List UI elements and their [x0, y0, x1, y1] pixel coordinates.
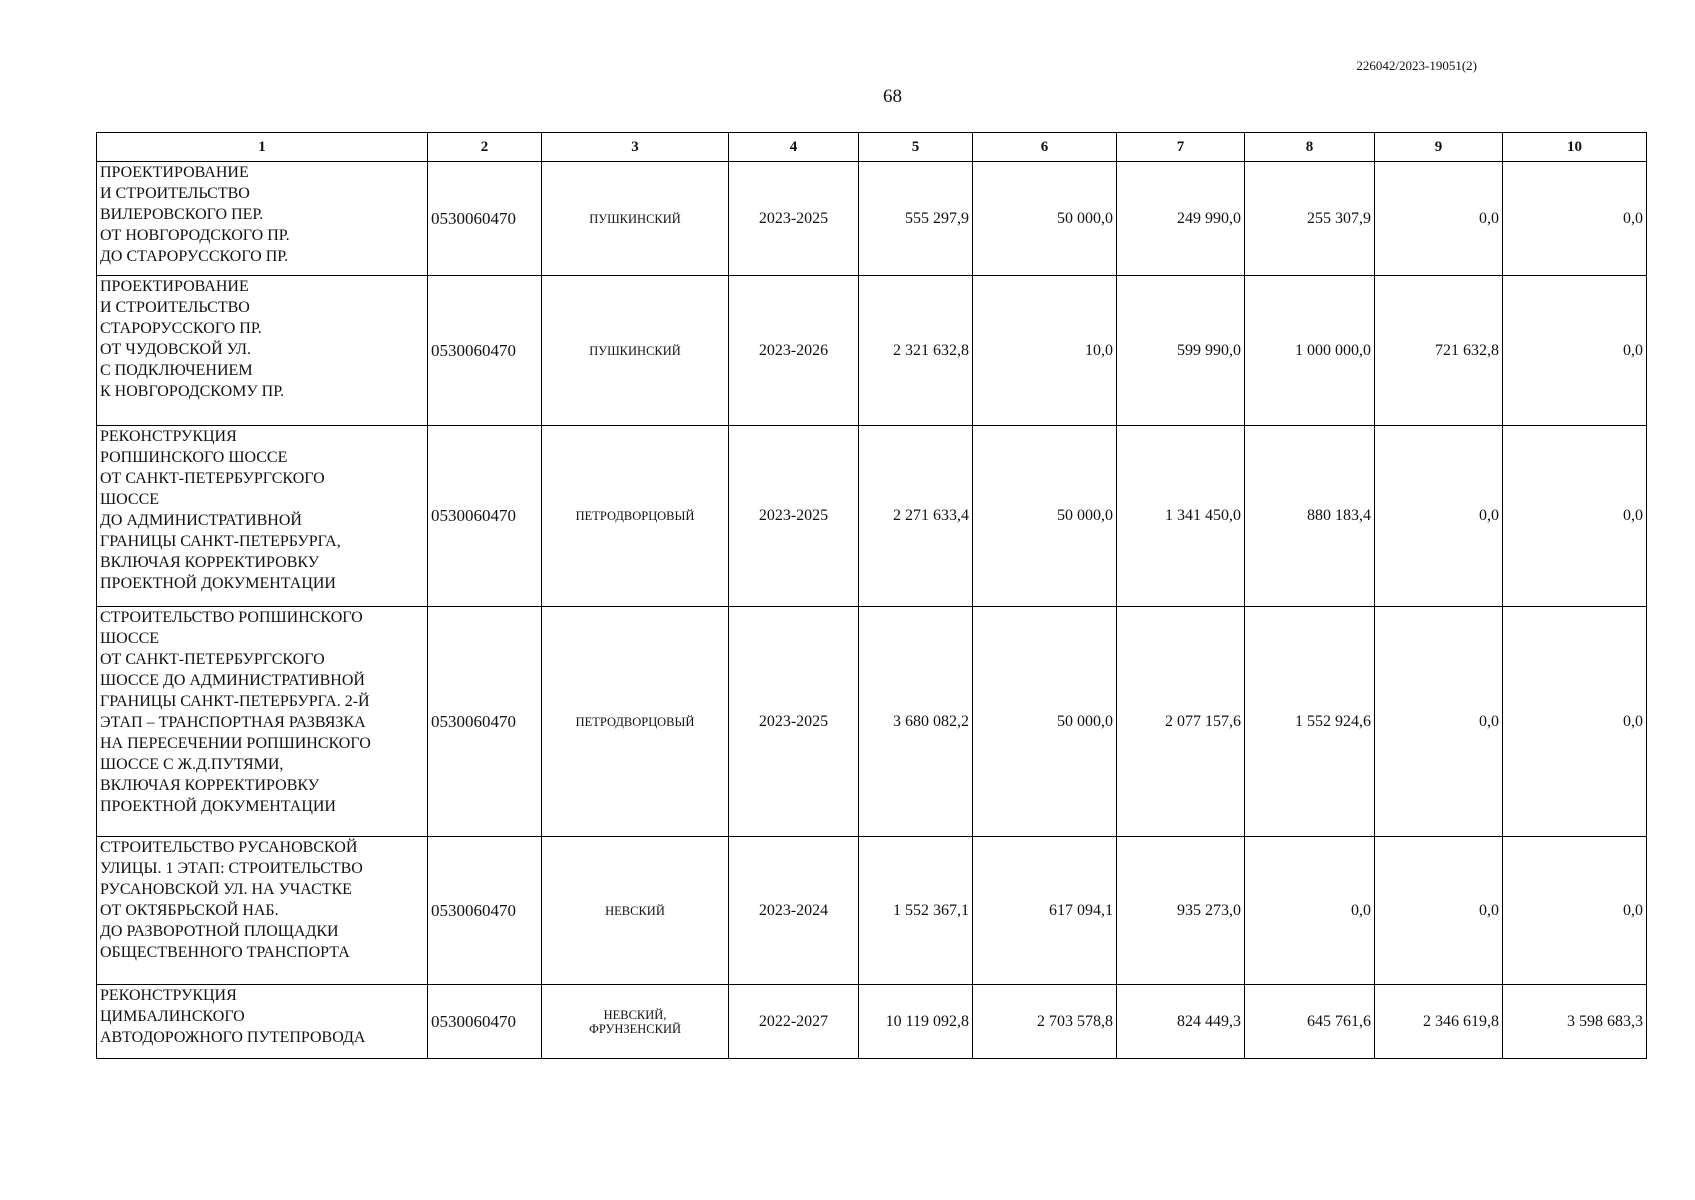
amount-col8-cell: 880 183,4 — [1245, 426, 1375, 607]
amount-col9-cell: 0,0 — [1375, 162, 1503, 276]
amount-col9-cell: 0,0 — [1375, 837, 1503, 985]
amount-col7-cell: 824 449,3 — [1117, 985, 1245, 1059]
budget-table — [96, 132, 1647, 1059]
total-amount-cell: 555 297,9 — [859, 162, 973, 276]
column-header: 5 — [859, 133, 973, 162]
district-cell: ПУШКИНСКИЙ — [542, 162, 729, 276]
district-cell: НЕВСКИЙ — [542, 837, 729, 985]
budget-code-cell: 0530060470 — [428, 837, 542, 985]
column-header: 4 — [729, 133, 859, 162]
period-cell: 2023-2026 — [729, 276, 859, 426]
amount-col6-cell: 2 703 578,8 — [973, 985, 1117, 1059]
period-cell: 2023-2025 — [729, 607, 859, 837]
amount-col6-cell: 50 000,0 — [973, 426, 1117, 607]
table-row — [97, 837, 1647, 985]
amount-col7-cell: 1 341 450,0 — [1117, 426, 1245, 607]
amount-col7-cell: 249 990,0 — [1117, 162, 1245, 276]
project-name-cell: ПРОЕКТИРОВАНИЕ И СТРОИТЕЛЬСТВО СТАРОРУССКОГО ПР. ОТ ЧУДОВСКОЙ УЛ. С ПОДКЛЮЧЕНИЕМ К НОВГОРОДСКОМУ ПР. — [97, 276, 428, 426]
total-amount-cell: 2 321 632,8 — [859, 276, 973, 426]
amount-col8-cell: 645 761,6 — [1245, 985, 1375, 1059]
amount-col10-cell: 0,0 — [1503, 276, 1647, 426]
amount-col9-cell: 0,0 — [1375, 426, 1503, 607]
amount-col8-cell: 1 000 000,0 — [1245, 276, 1375, 426]
column-header: 7 — [1117, 133, 1245, 162]
amount-col7-cell: 2 077 157,6 — [1117, 607, 1245, 837]
district-cell: НЕВСКИЙ, ФРУНЗЕНСКИЙ — [542, 985, 729, 1059]
period-cell: 2023-2025 — [729, 426, 859, 607]
amount-col10-cell: 0,0 — [1503, 837, 1647, 985]
amount-col8-cell: 1 552 924,6 — [1245, 607, 1375, 837]
project-name-cell: СТРОИТЕЛЬСТВО РОПШИНСКОГО ШОССЕ ОТ САНКТ-ПЕТЕРБУРГСКОГО ШОССЕ ДО АДМИНИСТРАТИВНОЙ ГРАНИЦЫ САНКТ-ПЕТЕРБУРГА. 2-Й ЭТАП – ТРАНСПОРТНАЯ РАЗВЯЗКА НА ПЕРЕСЕЧЕНИИ РОПШИНСКОГО ШОССЕ С Ж.Д.ПУТЯМИ, ВКЛЮЧАЯ КОРРЕКТИРОВКУ ПРОЕКТНОЙ ДОКУМЕНТАЦИИ — [97, 607, 428, 837]
amount-col7-cell: 599 990,0 — [1117, 276, 1245, 426]
district-cell: ПЕТРОДВОРЦОВЫЙ — [542, 426, 729, 607]
amount-col10-cell: 3 598 683,3 — [1503, 985, 1647, 1059]
table-row — [97, 162, 1647, 276]
column-header: 9 — [1375, 133, 1503, 162]
column-header: 8 — [1245, 133, 1375, 162]
budget-code-cell: 0530060470 — [428, 162, 542, 276]
amount-col9-cell: 721 632,8 — [1375, 276, 1503, 426]
table-header-row — [97, 133, 1647, 162]
period-cell: 2023-2025 — [729, 162, 859, 276]
amount-col6-cell: 617 094,1 — [973, 837, 1117, 985]
column-header: 10 — [1503, 133, 1647, 162]
budget-code-cell: 0530060470 — [428, 276, 542, 426]
table-row — [97, 426, 1647, 607]
column-header: 2 — [428, 133, 542, 162]
page-number: 68 — [883, 86, 902, 107]
amount-col9-cell: 2 346 619,8 — [1375, 985, 1503, 1059]
amount-col8-cell: 0,0 — [1245, 837, 1375, 985]
document-id: 226042/2023-19051(2) — [1356, 58, 1477, 73]
period-cell: 2023-2024 — [729, 837, 859, 985]
district-cell: ПЕТРОДВОРЦОВЫЙ — [542, 607, 729, 837]
amount-col8-cell: 255 307,9 — [1245, 162, 1375, 276]
total-amount-cell: 3 680 082,2 — [859, 607, 973, 837]
project-name-cell: РЕКОНСТРУКЦИЯ ЦИМБАЛИНСКОГО АВТОДОРОЖНОГО ПУТЕПРОВОДА — [97, 985, 428, 1059]
column-header: 1 — [97, 133, 428, 162]
budget-code-cell: 0530060470 — [428, 426, 542, 607]
project-name-cell: ПРОЕКТИРОВАНИЕ И СТРОИТЕЛЬСТВО ВИЛЕРОВСКОГО ПЕР. ОТ НОВГОРОДСКОГО ПР. ДО СТАРОРУССКОГО ПР. — [97, 162, 428, 276]
total-amount-cell: 2 271 633,4 — [859, 426, 973, 607]
amount-col10-cell: 0,0 — [1503, 607, 1647, 837]
amount-col6-cell: 50 000,0 — [973, 607, 1117, 837]
total-amount-cell: 1 552 367,1 — [859, 837, 973, 985]
table-row — [97, 607, 1647, 837]
column-header: 3 — [542, 133, 729, 162]
table-row — [97, 985, 1647, 1059]
amount-col10-cell: 0,0 — [1503, 426, 1647, 607]
period-cell: 2022-2027 — [729, 985, 859, 1059]
amount-col7-cell: 935 273,0 — [1117, 837, 1245, 985]
budget-code-cell: 0530060470 — [428, 607, 542, 837]
amount-col10-cell: 0,0 — [1503, 162, 1647, 276]
project-name-cell: РЕКОНСТРУКЦИЯ РОПШИНСКОГО ШОССЕ ОТ САНКТ-ПЕТЕРБУРГСКОГО ШОССЕ ДО АДМИНИСТРАТИВНОЙ ГРАНИЦЫ САНКТ-ПЕТЕРБУРГА, ВКЛЮЧАЯ КОРРЕКТИРОВКУ ПРОЕКТНОЙ ДОКУМЕНТАЦИИ — [97, 426, 428, 607]
table-row — [97, 276, 1647, 426]
project-name-cell: СТРОИТЕЛЬСТВО РУСАНОВСКОЙ УЛИЦЫ. 1 ЭТАП: СТРОИТЕЛЬСТВО РУСАНОВСКОЙ УЛ. НА УЧАСТКЕ ОТ ОКТЯБРЬСКОЙ НАБ. ДО РАЗВОРОТНОЙ ПЛОЩАДКИ ОБЩЕСТВЕННОГО ТРАНСПОРТА — [97, 837, 428, 985]
amount-col6-cell: 10,0 — [973, 276, 1117, 426]
column-header: 6 — [973, 133, 1117, 162]
district-cell: ПУШКИНСКИЙ — [542, 276, 729, 426]
total-amount-cell: 10 119 092,8 — [859, 985, 973, 1059]
budget-code-cell: 0530060470 — [428, 985, 542, 1059]
amount-col9-cell: 0,0 — [1375, 607, 1503, 837]
amount-col6-cell: 50 000,0 — [973, 162, 1117, 276]
